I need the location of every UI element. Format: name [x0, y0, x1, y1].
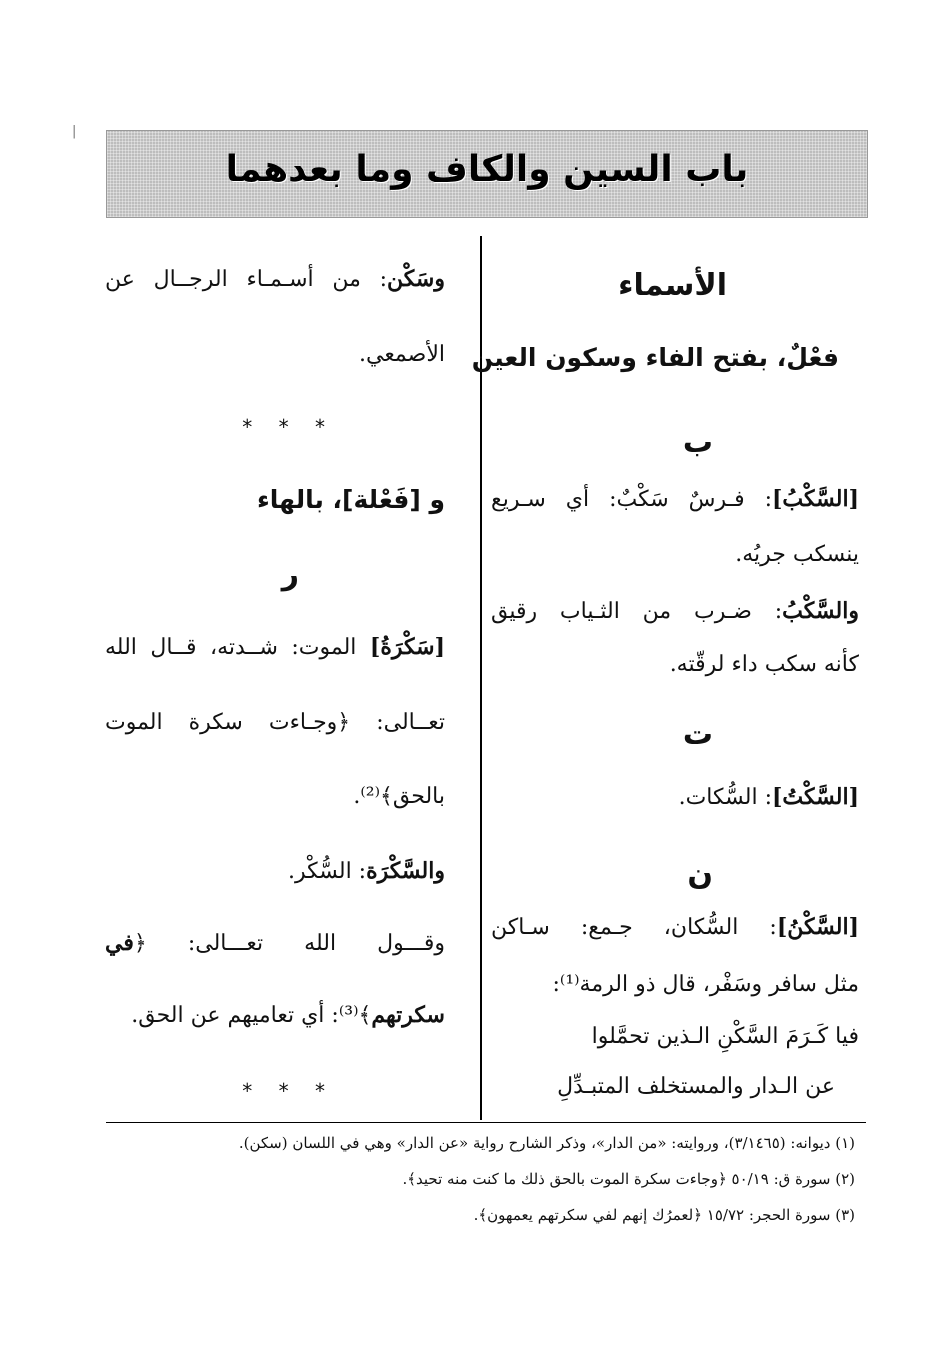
entry-sakra-line1	[105, 632, 445, 663]
entry-sakb2-line2: كأنه سكب داء لرقّته.	[669, 652, 859, 677]
entry-sakn-line2: مثل سافر وسَفْر، قال ذو الرمة⁽¹⁾:	[552, 972, 859, 997]
entry-sakb-line2: ينسكب جريُه.	[735, 542, 859, 567]
margin-mark: |	[72, 124, 77, 139]
entry-headword: والسَّكْرَة	[366, 858, 445, 884]
entry-sakt	[679, 782, 859, 813]
footnote-2: (٢) سورة ق: ٥٠/١٩ ﴿وجاءت سكرة الموت بالحق ذلك ما كنت منه تحيد﴾.	[402, 1170, 855, 1188]
entry-qawl-line1	[105, 928, 445, 959]
entry-text: : من أسـمـاء الرجــال عن	[105, 267, 388, 292]
footnote-3: (٣) سورة الحجر: ١٥/٧٢ ﴿لعمرُك إنهم لفي سكرتهم يعمهون﴾.	[473, 1206, 855, 1224]
section-heading: الأسماء	[618, 268, 727, 303]
verse-line-1: فيا كَـرَمَ السَّكْنِ الـذين تحمَّلوا	[591, 1024, 859, 1049]
entry-text: وقـــول الله تعـــالى: ﴿	[133, 931, 445, 956]
entry-headword: [السَّكْنُ]	[776, 914, 859, 940]
entry-headword: [السَّكْتُ]	[771, 784, 859, 810]
quran-word: في	[105, 930, 134, 956]
pattern-heading-fala: و [فَعْلة]، بالهاء	[257, 485, 445, 514]
letter-heading-ba: ب	[682, 425, 713, 460]
section-stars-top: * * *	[242, 415, 335, 439]
entry-sakra-line3: بالحق﴾⁽²⁾.	[353, 784, 445, 809]
footnote-1: (١) ديوانه: (٣/١٤٦٥)، وروايته: «من الدار»، وذكر الشارح رواية «عن الدار» وهي في اللسان (سكن).	[238, 1134, 855, 1152]
entry-text: : فـرسٌ سَكْبٌ: أي سـريع	[491, 487, 772, 512]
entry-headword: والسَّكْبُ	[782, 598, 859, 624]
entry-qawl-line2	[131, 1000, 445, 1031]
entry-sakb-line1	[491, 484, 859, 515]
chapter-title: باب السين والكاف وما بعدهما	[225, 149, 749, 190]
entry-headword: [سَكْرَةُ]	[369, 634, 445, 660]
entry-sakra-line2: تعــالى: ﴿وجـاءت سكرة الموت	[105, 710, 445, 735]
footnote-rule	[106, 1122, 866, 1123]
letter-heading-nun: ن	[687, 857, 713, 892]
entry-text: ﴾⁽³⁾: أي تعاميهم عن الحق.	[131, 1003, 372, 1028]
entry-sakn-line1	[491, 912, 859, 943]
entry-text: : السُّكْر.	[287, 859, 367, 884]
verse-line-2: عن الـدار والمستخلف المتبـدِّلِ	[557, 1074, 835, 1099]
entry-text: : ضـرب من الثـياب رقيق	[491, 599, 783, 624]
entry-text: : السُّكان، جـمع: سـاكن	[491, 915, 777, 940]
entry-sakb2-line1	[491, 596, 859, 627]
chapter-banner	[106, 130, 868, 218]
letter-heading-ra: ر	[281, 557, 299, 592]
entry-text: الموت: شــدته، قــال الله	[105, 635, 370, 660]
entry-headword: وسَكْن	[387, 266, 445, 292]
entry-headword: [السَّكْبُ]	[771, 486, 859, 512]
entry-sakn-name-line1	[105, 264, 445, 295]
section-stars-bottom: * * *	[242, 1079, 335, 1103]
entry-text: : السُّكات.	[678, 785, 772, 810]
entry-sakn-name-line2: الأصمعي.	[358, 342, 445, 367]
entry-sakra2	[288, 856, 445, 887]
letter-heading-ta: ت	[682, 717, 713, 752]
pattern-heading: فعْلٌ، بفتح الفاء وسكون العين	[471, 343, 839, 372]
entry-headword: سكرتهم	[371, 1002, 445, 1028]
